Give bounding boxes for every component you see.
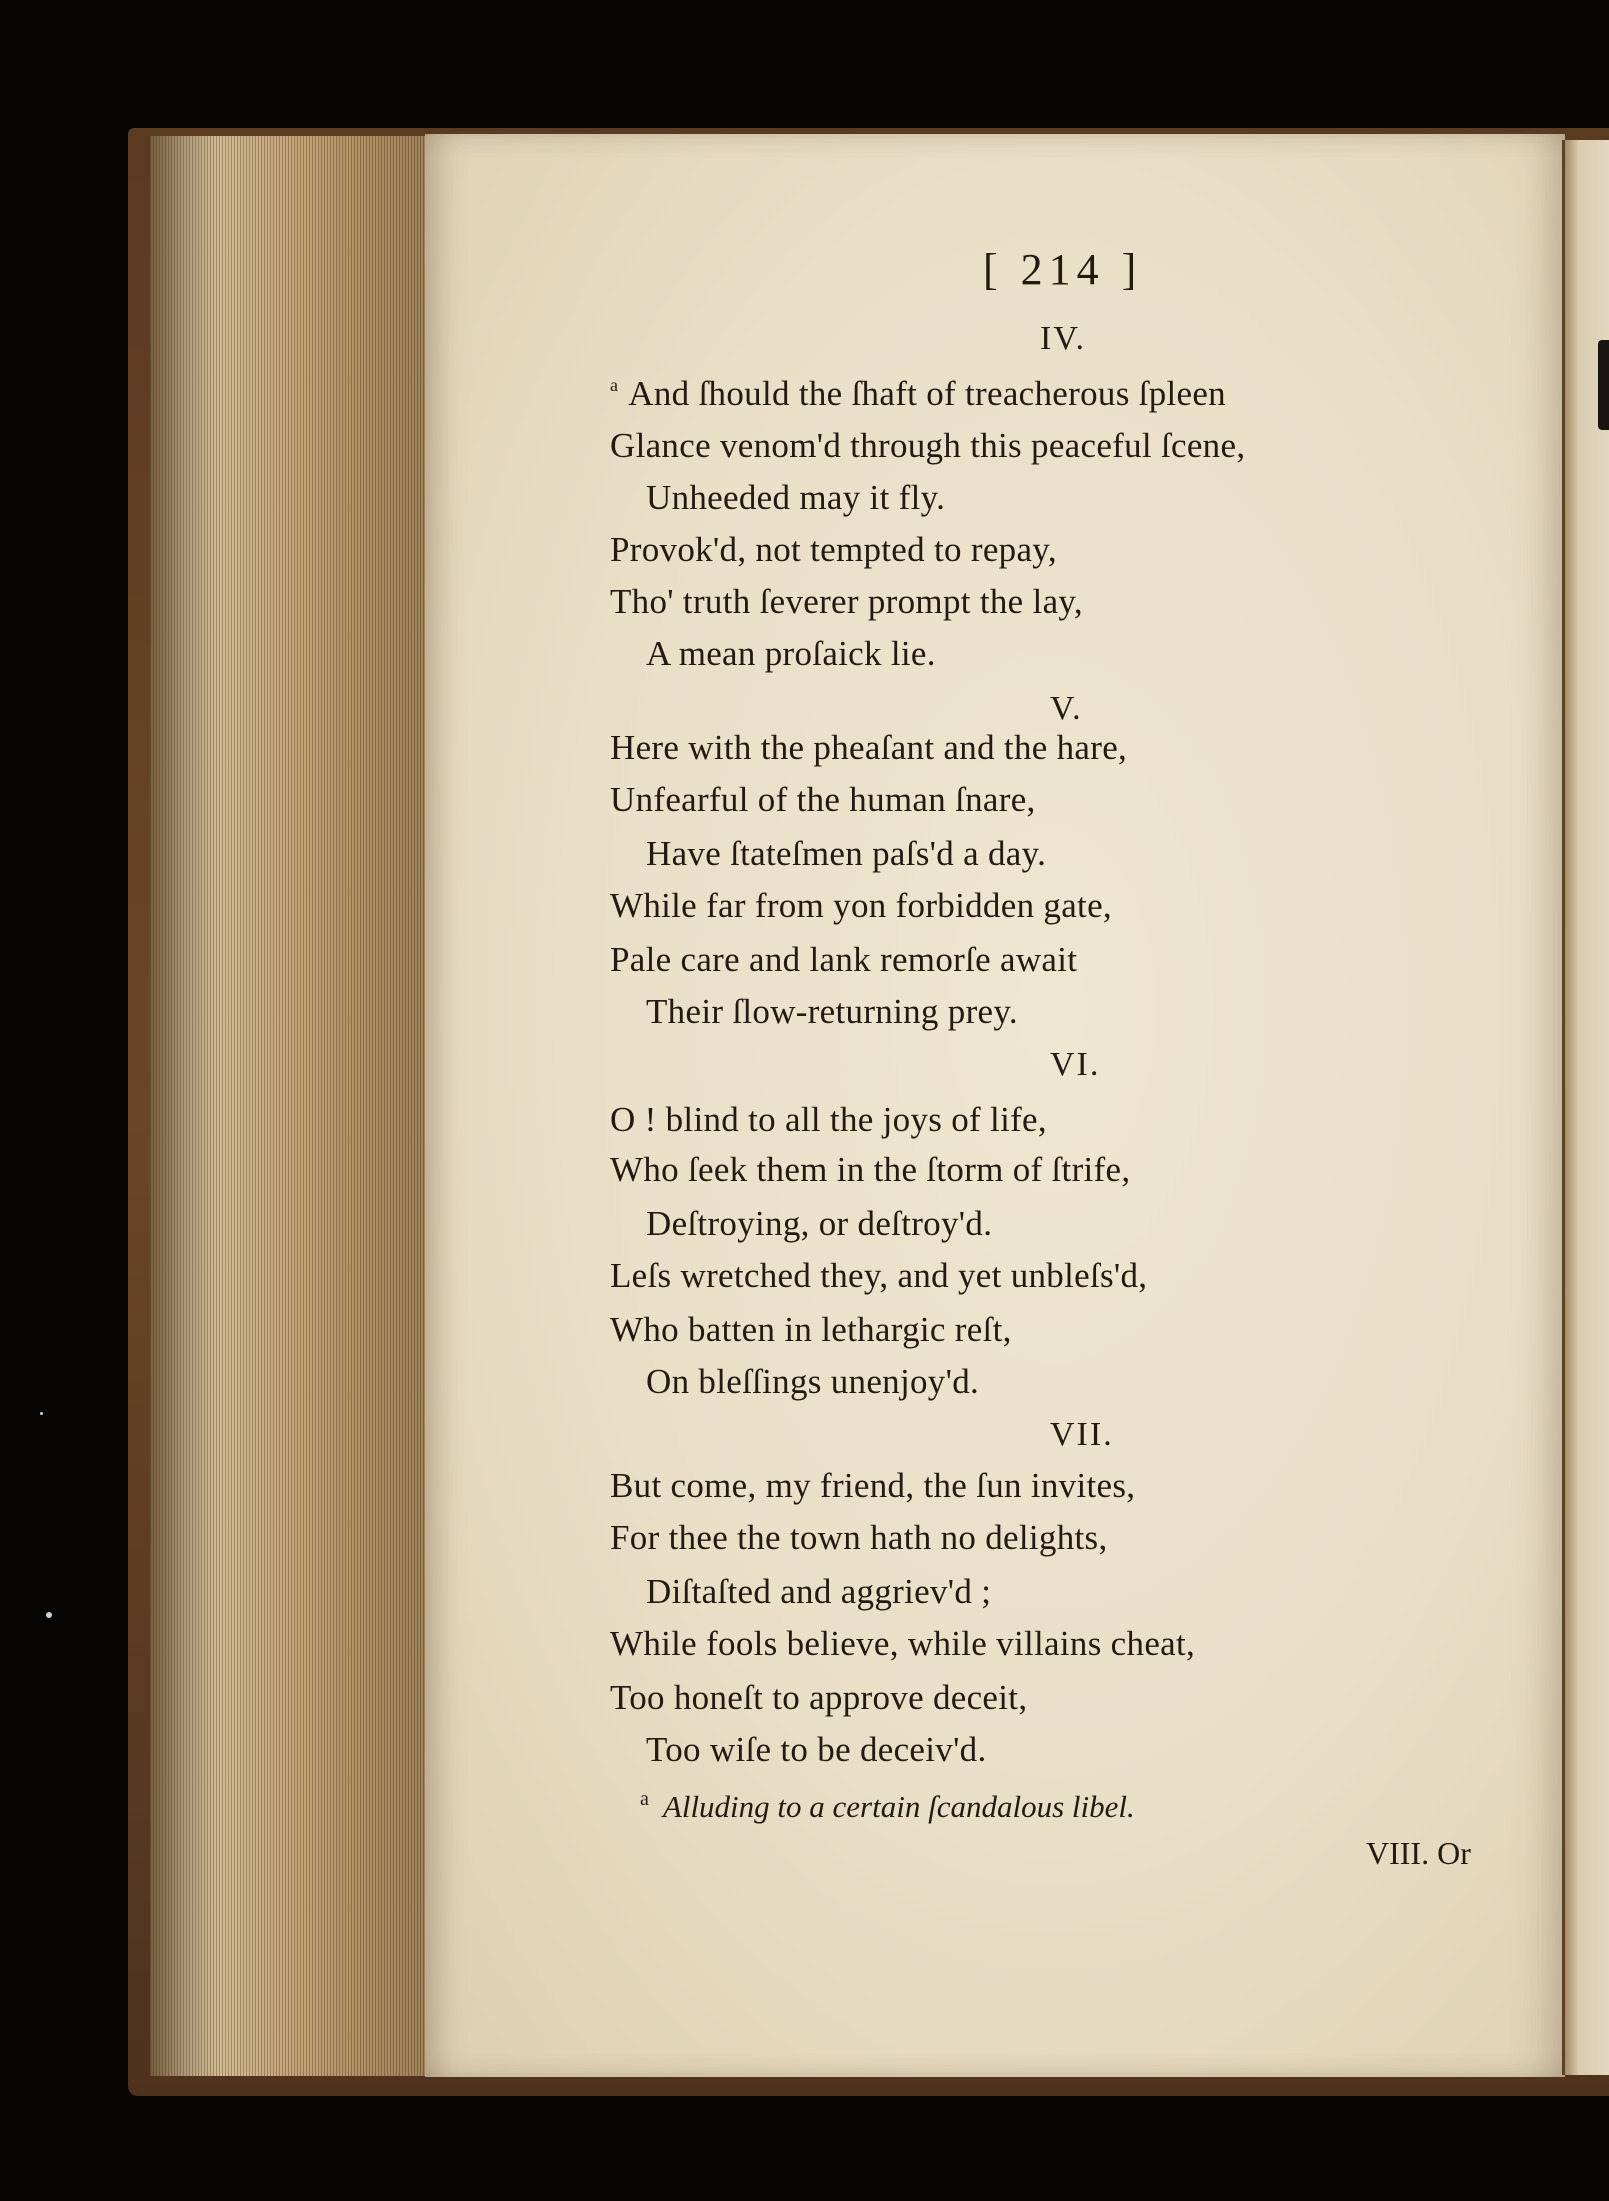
poem-line: Their ſlow-returning prey. bbox=[646, 992, 1018, 1031]
poem-line: Diſtaſted and aggriev'd ; bbox=[646, 1572, 992, 1611]
poem-line: Tho' truth ſeverer prompt the lay, bbox=[610, 582, 1083, 621]
poem-line: Who ſeek them in the ſtorm of ſtrife, bbox=[610, 1150, 1131, 1189]
poem-line: Too wiſe to be deceiv'd. bbox=[646, 1730, 987, 1769]
speck bbox=[46, 1612, 52, 1618]
footnote-marker: a bbox=[640, 1788, 649, 1810]
footnote-marker: a bbox=[610, 375, 619, 395]
poem-line: Unheeded may it fly. bbox=[646, 478, 946, 517]
poem-line: But come, my friend, the ſun invites, bbox=[610, 1466, 1136, 1505]
speck bbox=[40, 1412, 43, 1415]
poem-line: While far from yon forbidden gate, bbox=[610, 886, 1112, 925]
page-number-header: [ 214 ] bbox=[983, 245, 1143, 294]
poem-line: A mean proſaick lie. bbox=[646, 634, 936, 673]
poem-line: Glance venom'd through this peaceful ſcene, bbox=[610, 426, 1246, 465]
poem-line: Pale care and lank remorſe await bbox=[610, 940, 1078, 979]
edge-shadow bbox=[150, 136, 220, 2076]
catchword: VIII. Or bbox=[1366, 1835, 1471, 1871]
poem-line: While fools believe, while villains cheat, bbox=[610, 1624, 1196, 1663]
poem-line: Leſs wretched they, and yet unbleſs'd, bbox=[610, 1256, 1148, 1295]
poem-line: Who batten in lethargic reſt, bbox=[610, 1310, 1012, 1349]
poem-line: Here with the pheaſant and the hare, bbox=[610, 728, 1128, 767]
poem-line: $^a$ And ſhould the ſhaft of treacherous ſpleen bbox=[610, 374, 1226, 413]
poem-line: Deſtroying, or deſtroy'd. bbox=[646, 1204, 993, 1243]
poem-line: For thee the town hath no delights, bbox=[610, 1518, 1108, 1557]
footnote: $^a$ Alluding to a certain ſcandalous libel. bbox=[640, 1788, 1135, 1824]
poem-line: Provok'd, not tempted to repay, bbox=[610, 530, 1057, 569]
poem-line: Too honeſt to approve deceit, bbox=[610, 1678, 1028, 1717]
poem-line: Unfearful of the human ſnare, bbox=[610, 780, 1036, 819]
facing-page-edge bbox=[1562, 140, 1609, 2075]
stanza-number: VII. bbox=[1050, 1416, 1114, 1453]
facing-page-shadow bbox=[1598, 340, 1609, 430]
stanza-number: VI. bbox=[1050, 1046, 1101, 1083]
poem-line: Have ſtateſmen paſs'd a day. bbox=[646, 834, 1047, 873]
stanza-number: IV. bbox=[1040, 320, 1086, 357]
stanza-number: V. bbox=[1050, 690, 1083, 727]
poem-line: On bleſſings unenjoy'd. bbox=[646, 1362, 980, 1401]
poem-line: O ! blind to all the joys of life, bbox=[610, 1100, 1047, 1139]
